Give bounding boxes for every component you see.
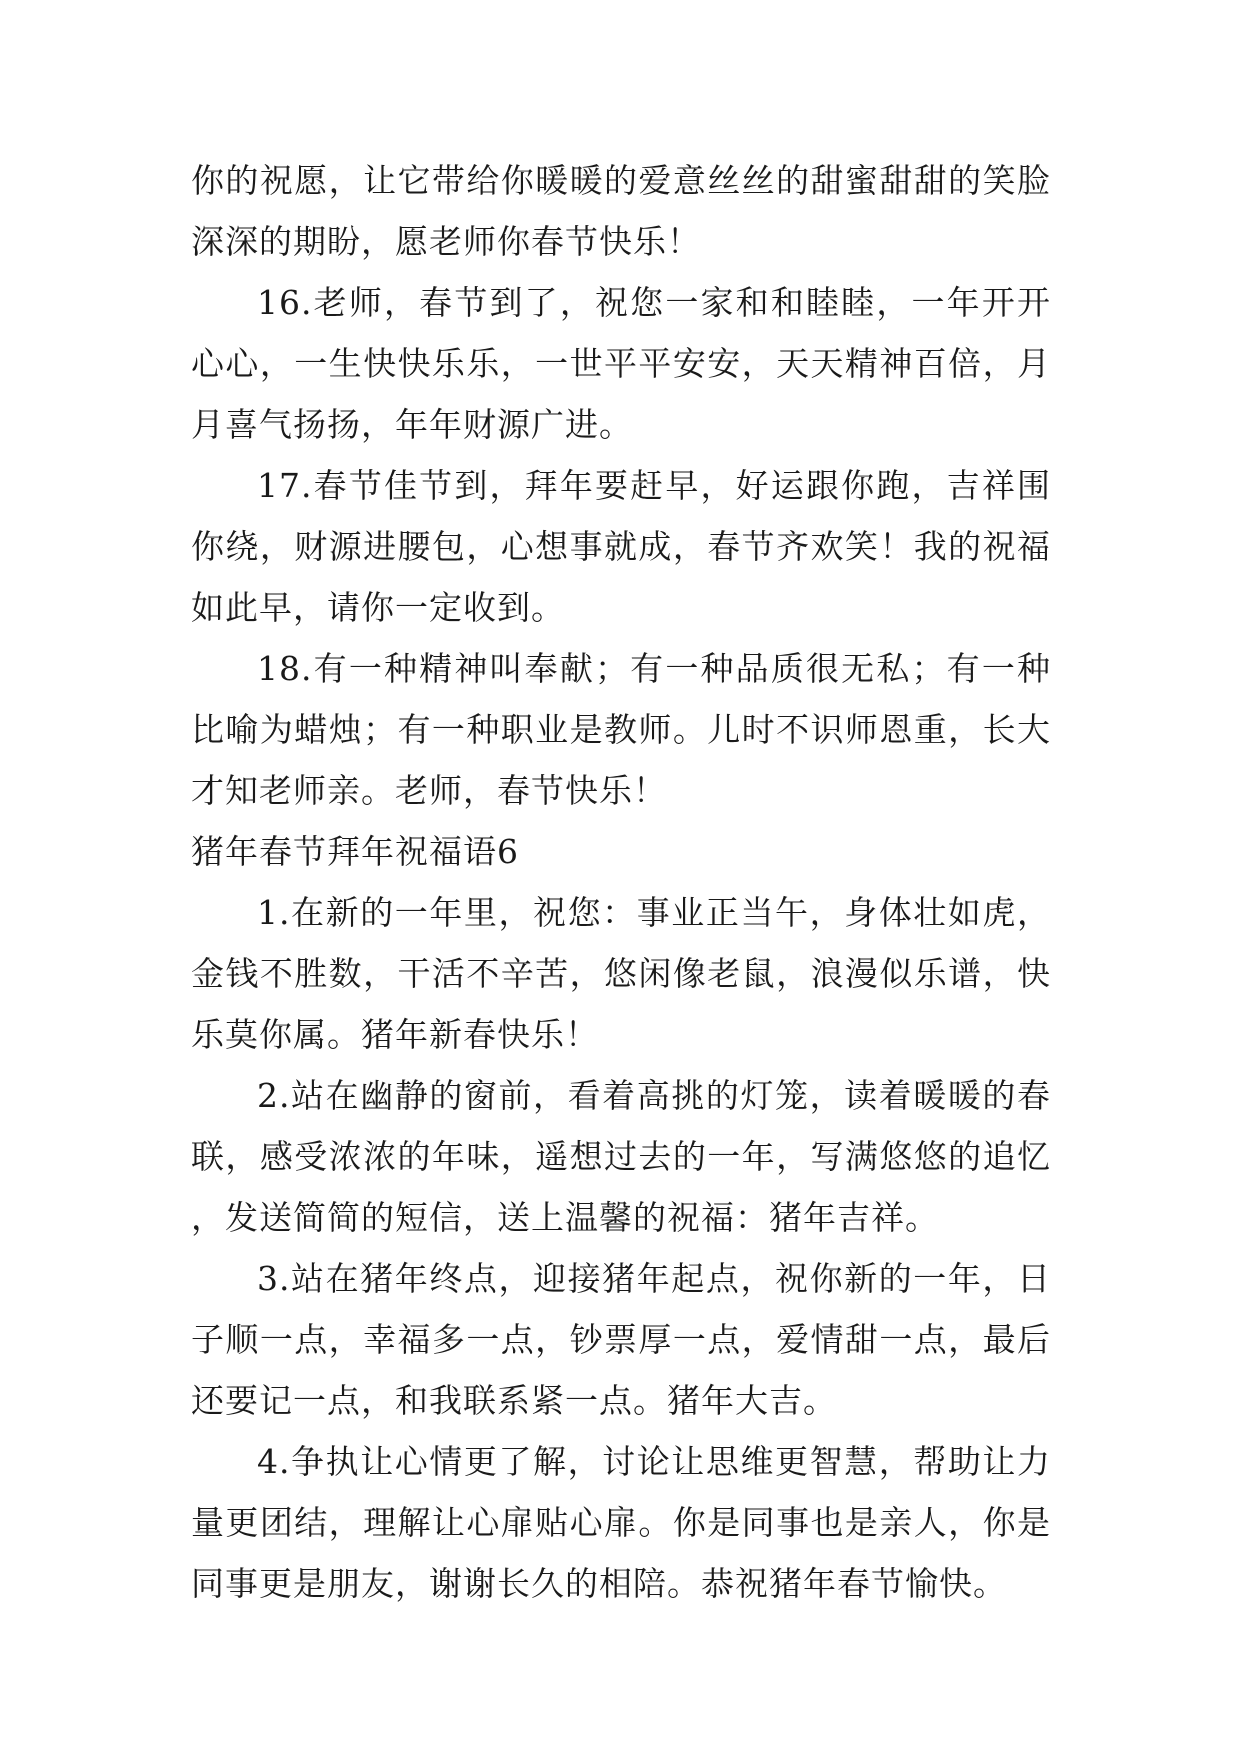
section-title: 猪年春节拜年祝福语6 <box>191 832 519 871</box>
paragraph-item-18: 18.有一种精神叫奉献；有一种品质很无私；有一种比喻为蜡烛；有一种职业是教师。儿时不识师恩重，长大才知老师亲。老师，春节快乐！ <box>191 649 1051 810</box>
paragraph-continuation: 你的祝愿，让它带给你暖暖的爱意丝丝的甜蜜甜甜的笑脸深深的期盼，愿老师你春节快乐！ <box>191 161 1051 261</box>
paragraph-item-2: 2.站在幽静的窗前，看着高挑的灯笼，读着暖暖的春联，感受浓浓的年味，遥想过去的一年，写满悠悠的追忆，发送简简的短信，送上温馨的祝福：猪年吉祥。 <box>191 1076 1051 1237</box>
paragraph-item-17: 17.春节佳节到，拜年要赶早，好运跟你跑，吉祥围你绕，财源进腰包，心想事就成，春节齐欢笑！我的祝福如此早，请你一定收到。 <box>191 466 1051 627</box>
paragraph-item-1: 1.在新的一年里，祝您：事业正当午，身体壮如虎，金钱不胜数，干活不辛苦，悠闲像老鼠，浪漫似乐谱，快乐莫你属。猪年新春快乐！ <box>191 893 1051 1054</box>
paragraph-item-3: 3.站在猪年终点，迎接猪年起点，祝你新的一年，日子顺一点，幸福多一点，钞票厚一点，爱情甜一点，最后还要记一点，和我联系紧一点。猪年大吉。 <box>191 1259 1051 1420</box>
document-page <box>191 150 1051 1614</box>
paragraph-item-16: 16.老师，春节到了，祝您一家和和睦睦，一年开开心心，一生快快乐乐，一世平平安安，天天精神百倍，月月喜气扬扬，年年财源广进。 <box>191 283 1051 444</box>
paragraph-item-4: 4.争执让心情更了解，讨论让思维更智慧，帮助让力量更团结，理解让心扉贴心扉。你是同事也是亲人，你是同事更是朋友，谢谢长久的相陪。恭祝猪年春节愉快。 <box>191 1442 1051 1603</box>
